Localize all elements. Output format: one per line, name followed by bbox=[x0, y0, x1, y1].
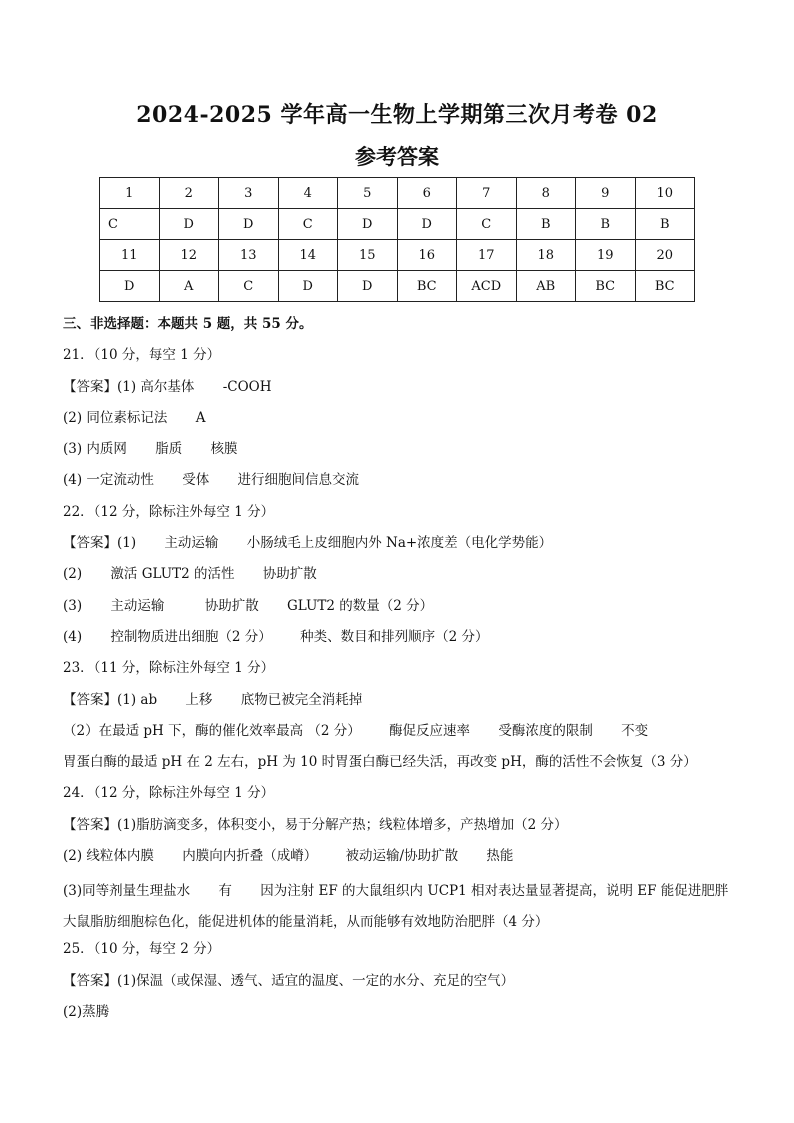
table-cell: D bbox=[100, 271, 160, 302]
answer-text: 不变 bbox=[621, 722, 649, 739]
answer-text: 内膜向内折叠（成嵴） bbox=[182, 848, 318, 865]
answer-text: 受酶浓度的限制 bbox=[498, 722, 593, 739]
table-cell: C bbox=[219, 271, 279, 302]
answer-line bbox=[63, 720, 733, 751]
question-heading: 25．（10 分，每空 2 分） bbox=[63, 941, 221, 958]
table-row bbox=[100, 271, 695, 302]
table-cell: 18 bbox=[516, 240, 576, 271]
table-cell: C bbox=[278, 209, 338, 240]
answer-line bbox=[63, 689, 733, 720]
question-heading: 24．（12 分，除标注外每空 1 分） bbox=[63, 785, 275, 802]
table-row bbox=[100, 209, 695, 240]
question-heading: 21．（10 分，每空 1 分） bbox=[63, 347, 221, 364]
answer-line bbox=[63, 595, 733, 626]
answer-text: 【答案】(1) ab bbox=[63, 691, 158, 708]
answer-text: （2）在最适 pH 下，酶的催化效率最高 （2 分） bbox=[63, 722, 361, 739]
table-cell: B bbox=[576, 209, 636, 240]
answer-text: 【答案】(1) 高尔基体 bbox=[63, 378, 195, 395]
table-cell: A bbox=[159, 271, 219, 302]
table-cell: BC bbox=[635, 271, 695, 302]
table-cell: 7 bbox=[457, 178, 517, 209]
table-cell: 10 bbox=[635, 178, 695, 209]
answer-text: 协助扩散 bbox=[262, 566, 317, 583]
table-cell: 3 bbox=[219, 178, 279, 209]
table-cell: 14 bbox=[278, 240, 338, 271]
answer-text: 主动运输 bbox=[164, 535, 219, 552]
table-cell: B bbox=[635, 209, 695, 240]
answer-text: 酶促反应速率 bbox=[389, 722, 471, 739]
answer-line bbox=[63, 532, 733, 563]
table-cell: D bbox=[219, 209, 279, 240]
answer-line bbox=[63, 563, 733, 594]
answer-text: 核膜 bbox=[210, 441, 238, 458]
table-cell: 5 bbox=[338, 178, 398, 209]
answer-text: (2) bbox=[63, 566, 83, 583]
section-heading: 三、非选择题：本题共 5 题，共 55 分。 bbox=[63, 316, 313, 332]
table-cell: 12 bbox=[159, 240, 219, 271]
table-cell: 15 bbox=[338, 240, 398, 271]
table-cell: 16 bbox=[397, 240, 457, 271]
table-cell: 17 bbox=[457, 240, 517, 271]
table-cell: 8 bbox=[516, 178, 576, 209]
answer-text: (2) 线粒体内膜 bbox=[63, 848, 154, 865]
answer-text: 有 bbox=[218, 883, 232, 900]
question-heading: 23．（11 分，除标注外每空 1 分） bbox=[63, 660, 275, 677]
table-cell: BC bbox=[397, 271, 457, 302]
document-subtitle: 参考答案 bbox=[355, 144, 439, 169]
answer-text: 热能 bbox=[486, 848, 514, 865]
table-cell: D bbox=[278, 271, 338, 302]
answer-text: (4) bbox=[63, 628, 83, 645]
table-cell: BC bbox=[576, 271, 636, 302]
answer-text: A bbox=[195, 409, 206, 426]
table-cell: D bbox=[338, 271, 398, 302]
answer-line bbox=[63, 845, 733, 876]
answer-text: 被动运输/协助扩散 bbox=[345, 848, 459, 865]
table-row bbox=[100, 178, 695, 209]
answer-table bbox=[99, 177, 695, 302]
table-cell: C bbox=[457, 209, 517, 240]
table-cell: 1 bbox=[100, 178, 160, 209]
answer-line: 【答案】(1)保温（或保湿、透气、适宜的温度、一定的水分、充足的空气） bbox=[63, 972, 515, 989]
table-cell: 19 bbox=[576, 240, 636, 271]
table-cell: AB bbox=[516, 271, 576, 302]
table-cell: ACD bbox=[457, 271, 517, 302]
answer-text: 控制物质进出细胞（2 分） bbox=[110, 628, 272, 645]
table-cell: 4 bbox=[278, 178, 338, 209]
table-cell: D bbox=[397, 209, 457, 240]
table-cell: 2 bbox=[159, 178, 219, 209]
answer-text: 底物已被完全消耗掉 bbox=[240, 691, 363, 708]
answer-text: (3) bbox=[63, 597, 83, 614]
answer-text: -COOH bbox=[222, 378, 272, 395]
answer-text: 受体 bbox=[182, 472, 210, 489]
table-cell: D bbox=[159, 209, 219, 240]
answer-line bbox=[63, 407, 733, 438]
answer-text: 激活 GLUT2 的活性 bbox=[110, 566, 235, 583]
answer-line bbox=[63, 376, 733, 407]
answer-line bbox=[63, 626, 733, 657]
answer-line: 胃蛋白酶的最适 pH 在 2 左右，pH 为 10 时胃蛋白酶已经失活，再改变 pH，酶的活性不会恢复（3 分） bbox=[63, 754, 697, 771]
answer-text: 种类、数目和排列顺序（2 分） bbox=[300, 628, 489, 645]
answer-text: (2) 同位素标记法 bbox=[63, 409, 168, 426]
document-title: 2024-2025 学年高一生物上学期第三次月考卷 02 bbox=[136, 102, 658, 128]
answer-text: (3) 内质网 bbox=[63, 441, 127, 458]
table-cell: D bbox=[338, 209, 398, 240]
answer-body bbox=[63, 313, 733, 1032]
answer-text: 小肠绒毛上皮细胞内外 Na+浓度差（电化学势能） bbox=[246, 535, 553, 552]
answer-text: 因为注射 EF 的大鼠组织内 UCP1 相对表达量显著提高，说明 EF 能促进肥胖大鼠脂肪细胞棕色化，能促进机体的能量消耗，从而能够有效地防治肥胖（4 分） bbox=[63, 883, 729, 931]
table-cell: 13 bbox=[219, 240, 279, 271]
answer-text: 主动运输 bbox=[110, 597, 165, 614]
answer-line: (2)蒸腾 bbox=[63, 1003, 110, 1020]
table-cell: B bbox=[516, 209, 576, 240]
table-cell: 9 bbox=[576, 178, 636, 209]
table-cell: 20 bbox=[635, 240, 695, 271]
table-cell: C bbox=[100, 209, 160, 240]
answer-line: 【答案】(1)脂肪滴变多，体积变小，易于分解产热；线粒体增多，产热增加（2 分） bbox=[63, 816, 568, 833]
answer-text: 脂质 bbox=[155, 441, 183, 458]
answer-text: 协助扩散 bbox=[204, 597, 259, 614]
answer-line bbox=[63, 876, 733, 938]
answer-text: 上移 bbox=[185, 691, 213, 708]
table-cell: 11 bbox=[100, 240, 160, 271]
answer-text: 进行细胞间信息交流 bbox=[237, 472, 360, 489]
table-cell: 6 bbox=[397, 178, 457, 209]
question-heading: 22．（12 分，除标注外每空 1 分） bbox=[63, 503, 275, 520]
answer-text: 【答案】(1) bbox=[63, 535, 137, 552]
answer-text: (3)同等剂量生理盐水 bbox=[63, 883, 191, 900]
answer-line bbox=[63, 438, 733, 469]
answer-text: GLUT2 的数量（2 分） bbox=[287, 597, 434, 614]
table-row bbox=[100, 240, 695, 271]
answer-line bbox=[63, 469, 733, 500]
answer-text: (4) 一定流动性 bbox=[63, 472, 154, 489]
